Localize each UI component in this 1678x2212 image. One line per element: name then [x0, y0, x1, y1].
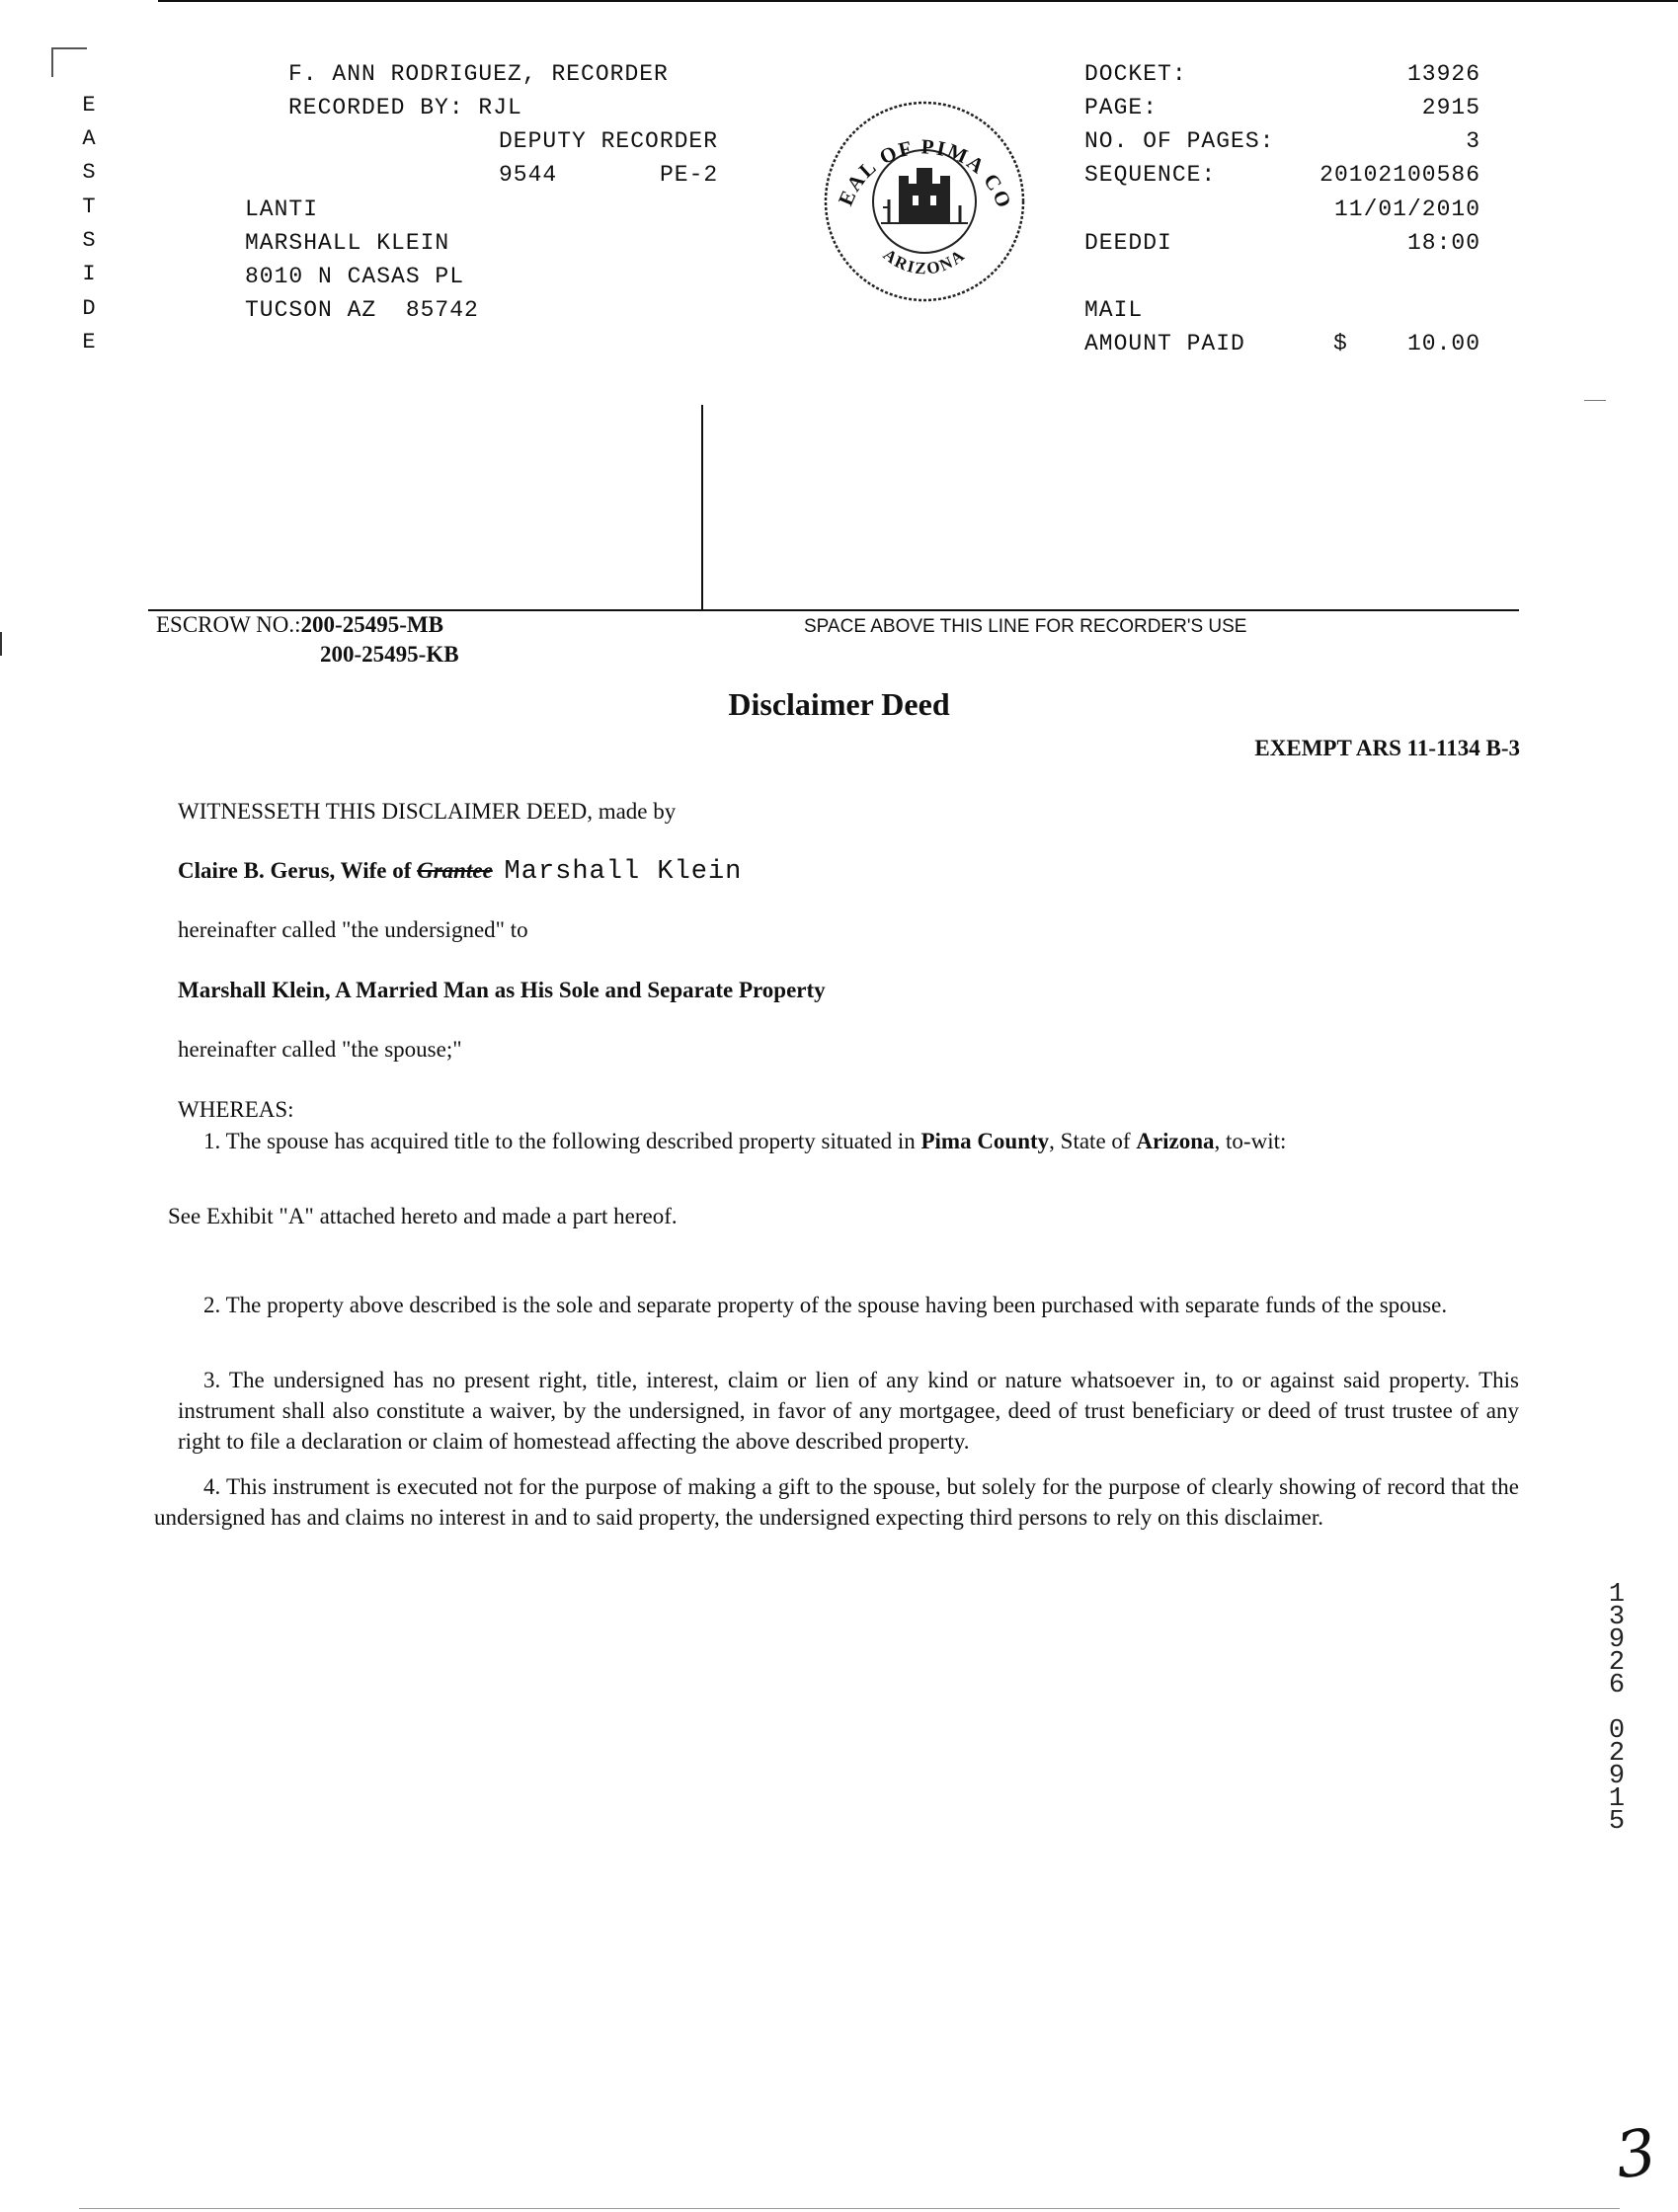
recorder-use-line	[148, 609, 1519, 611]
side-letter: S	[82, 228, 96, 253]
doc-type: DEEDDI	[1084, 230, 1172, 256]
mail-line-2: MARSHALL KLEIN	[245, 230, 450, 256]
sequence-label: SEQUENCE:	[1084, 162, 1217, 188]
mail-line-4: TUCSON AZ 85742	[245, 297, 479, 323]
amount-value: 10.00	[1406, 331, 1480, 356]
mail-line-1: LANTI	[245, 197, 319, 222]
recorder-code: 9544	[499, 162, 558, 188]
record-date: 11/01/2010	[1333, 197, 1480, 222]
seal-bottom-text: ARIZONA	[879, 245, 970, 278]
right-edge-mark	[1584, 400, 1606, 401]
item-1-county: Pima County	[920, 1129, 1050, 1153]
pages-value: 3	[1466, 128, 1480, 154]
mail-label: MAIL	[1084, 297, 1144, 323]
side-letter: T	[82, 195, 96, 219]
stamp-char: 1	[1608, 1580, 1626, 1610]
left-edge-mark	[0, 632, 2, 656]
item-3: 3. The undersigned has no present right, title, interest, claim or lien of any kind or nature whatsoever in, to or against said property. This instrument shall also constitute a waiver, by the undersigned, in favor of any mortgagee, deed of trust beneficiary or deed of trust trustee of any right to file a declaration or claim of homestead affecting the above described property.	[178, 1368, 1519, 1454]
grantor-name: Claire B. Gerus, Wife of	[178, 858, 412, 883]
stamp-char: 9	[1608, 1762, 1626, 1791]
item-1-post: , to-wit:	[1214, 1129, 1287, 1153]
seal-top-text: EAL OF PIMA CO	[833, 134, 1017, 213]
escrow-label: ESCROW NO.:	[156, 612, 301, 637]
side-letter: A	[82, 126, 96, 151]
bottom-border	[79, 2208, 1620, 2209]
scan-corner-mark-vertical	[51, 47, 53, 77]
docket-label: DOCKET:	[1084, 61, 1187, 87]
handwritten-page-mark: 3	[1611, 2115, 1661, 2194]
page-value: 2915	[1421, 95, 1480, 120]
item-1-mid: , State of	[1049, 1129, 1137, 1153]
margin-stamp	[1602, 1580, 1632, 1837]
amount-label: AMOUNT PAID	[1084, 331, 1245, 356]
side-letter: S	[82, 160, 96, 185]
record-time: 18:00	[1406, 230, 1480, 256]
escrow-number-2: 200-25495-KB	[320, 642, 459, 667]
undersigned-line: hereinafter called "the undersigned" to	[178, 917, 528, 942]
stamp-char: 3	[1608, 1603, 1626, 1632]
scan-corner-mark	[51, 47, 87, 49]
page-label: PAGE:	[1084, 95, 1159, 120]
seal-icon	[820, 97, 1029, 306]
grantee-line: Marshall Klein, A Married Man as His Sole and Separate Property	[178, 978, 826, 1002]
escrow-line	[156, 612, 443, 638]
recorder-pe: PE-2	[660, 162, 719, 188]
deed-title: Disclaimer Deed	[728, 686, 950, 722]
item-1-state: Arizona	[1136, 1129, 1215, 1153]
escrow-number-1: 200-25495-MB	[300, 612, 443, 637]
item-2: 2. The property above described is the sole and separate property of the spouse having been purchased with separate funds of the spouse.	[203, 1293, 1448, 1317]
deputy-recorder: DEPUTY RECORDER	[499, 128, 719, 154]
top-border	[158, 0, 1678, 2]
side-letter: E	[82, 330, 96, 355]
side-letter: I	[82, 262, 96, 286]
grantor-typed-name: Marshall Klein	[504, 857, 743, 887]
whereas-heading: WHEREAS:	[178, 1097, 294, 1122]
grantor-line	[178, 855, 742, 888]
item-4: 4. This instrument is executed not for the purpose of making a gift to the spouse, but solely for the purpose of clearly showing of record that the undersigned has and claims no interest in and to said property, the undersigned expecting third persons to rely on this disclaimer.	[154, 1474, 1519, 1530]
recorder-use-caption: SPACE ABOVE THIS LINE FOR RECORDER'S USE	[804, 616, 1247, 637]
svg-text:ARIZONA	[880, 245, 970, 277]
sequence-value: 20102100586	[1319, 162, 1480, 188]
recorder-space-divider	[701, 405, 703, 610]
county-seal	[820, 97, 1029, 306]
stamp-char: 9	[1608, 1625, 1626, 1655]
exhibit-line: See Exhibit "A" attached hereto and made a part hereof.	[168, 1204, 678, 1228]
docket-value: 13926	[1406, 61, 1480, 87]
recorded-by: RECORDED BY: RJL	[288, 95, 522, 120]
spouse-line: hereinafter called "the spouse;"	[178, 1037, 462, 1062]
side-letter: D	[82, 296, 96, 321]
pages-label: NO. OF PAGES:	[1084, 128, 1275, 154]
recorder-name: F. ANN RODRIGUEZ, RECORDER	[288, 61, 669, 87]
stamp-char: 2	[1608, 1648, 1626, 1678]
exempt-note: EXEMPT ARS 11-1134 B-3	[1254, 736, 1520, 760]
item-1-text: 1. The spouse has acquired title to the following described property situated in	[203, 1129, 921, 1153]
witnesseth-line: WITNESSETH THIS DISCLAIMER DEED, made by	[178, 799, 677, 824]
stamp-char: 0	[1608, 1716, 1626, 1746]
amount-currency: $	[1333, 331, 1348, 356]
side-letter: E	[82, 93, 96, 118]
stamp-char: 6	[1608, 1671, 1626, 1700]
stamp-char: 2	[1608, 1739, 1626, 1769]
stamp-char: 5	[1608, 1807, 1626, 1837]
stamp-char: 1	[1608, 1784, 1626, 1814]
struck-grantee: Grantee	[417, 858, 493, 883]
mail-line-3: 8010 N CASAS PL	[245, 264, 465, 289]
item-1	[203, 1126, 1527, 1156]
